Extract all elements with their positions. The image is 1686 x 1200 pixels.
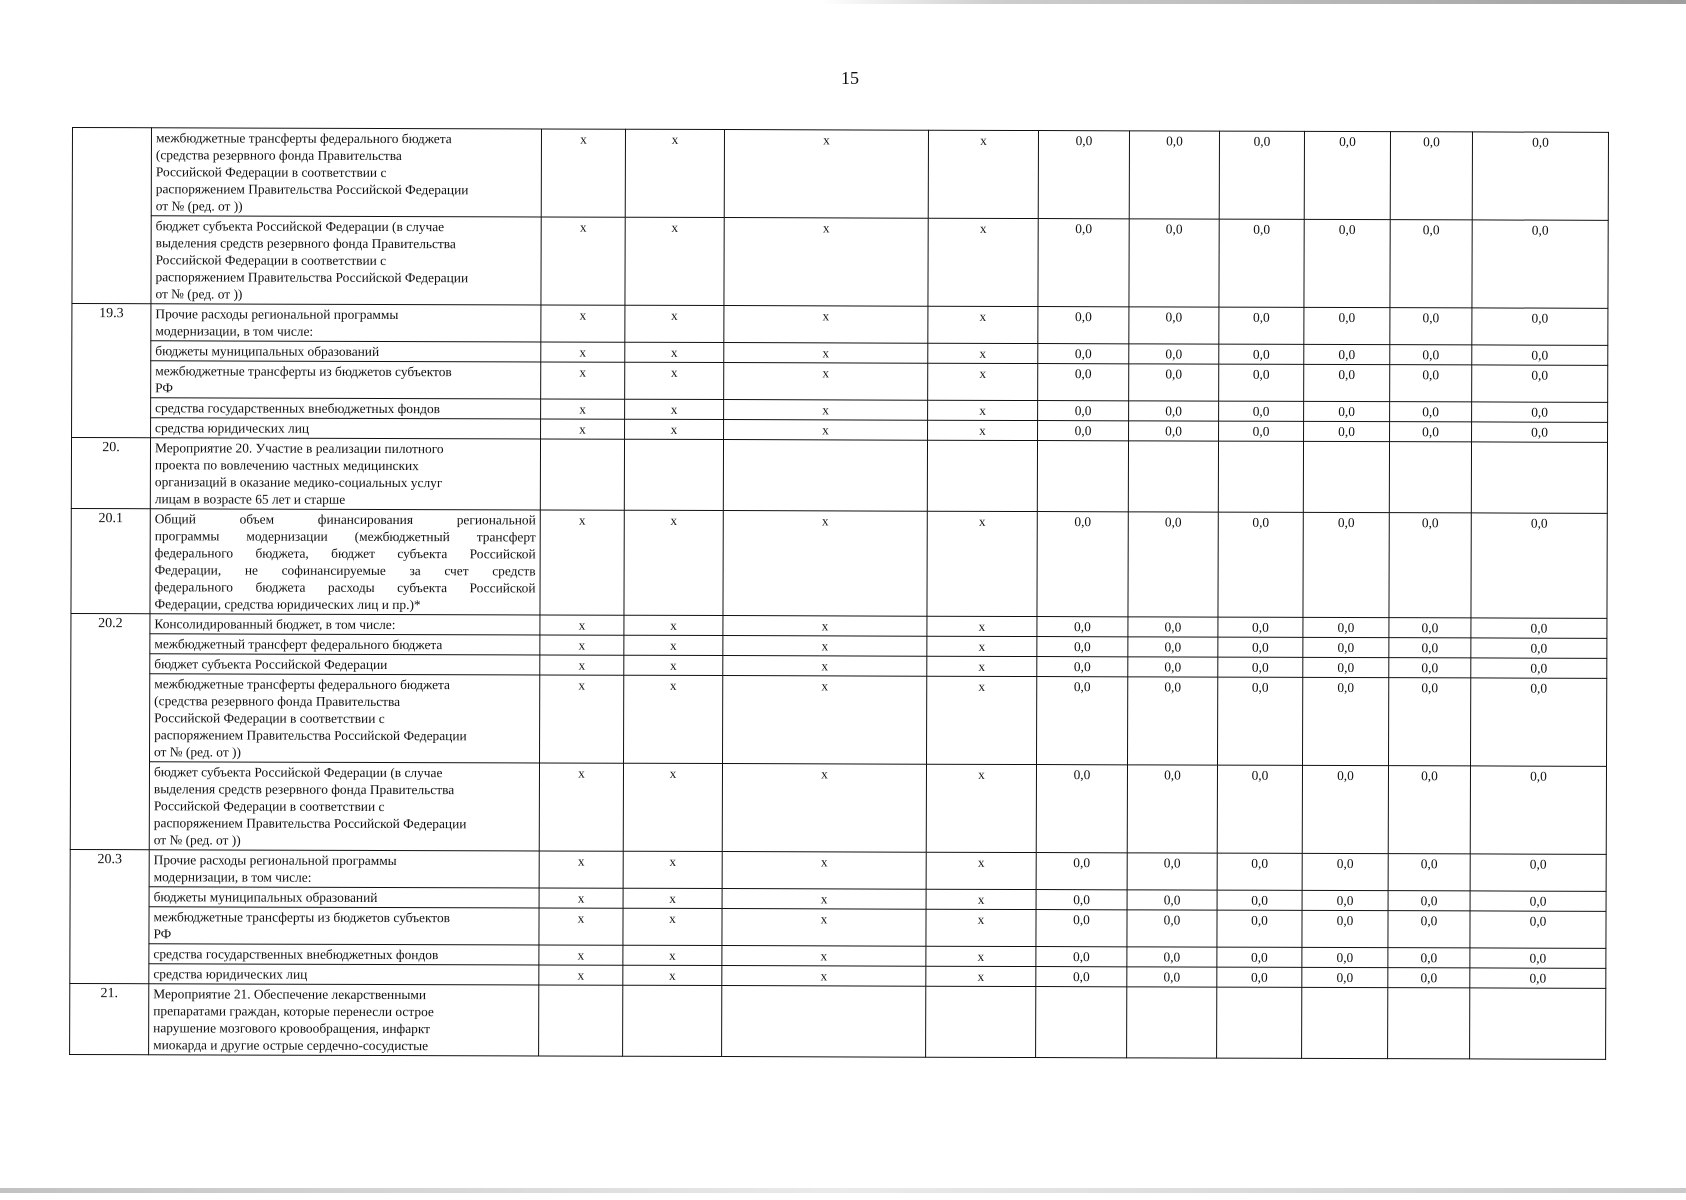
- cell-mark: x: [724, 306, 928, 344]
- item-number: 20.: [71, 438, 150, 509]
- cell-value: 0,0: [1304, 307, 1390, 344]
- item-description: [151, 341, 541, 362]
- cell-value: 0,0: [1129, 219, 1219, 307]
- cell-value: 0,0: [1388, 891, 1470, 911]
- cell-value: 0,0: [1219, 307, 1304, 344]
- cell-mark: x: [623, 965, 722, 985]
- description-line: Российской Федерации в соответствии с: [154, 710, 385, 726]
- cell-mark: x: [928, 218, 1038, 306]
- financing-table: [69, 127, 1609, 1060]
- cell-value: 0,0: [1128, 512, 1218, 617]
- cell-mark: x: [625, 129, 724, 217]
- description-line: Мероприятие 20. Участие в реализации пилотного: [154, 440, 444, 457]
- cell-value: 0,0: [1302, 967, 1388, 987]
- cell-value: 0,0: [1304, 401, 1390, 421]
- cell-value: 0,0: [1127, 910, 1217, 947]
- cell-mark: x: [623, 945, 722, 965]
- description-line: нарушение мозгового кровообращения, инфаркт: [153, 1020, 431, 1037]
- cell-mark: x: [927, 656, 1037, 676]
- cell-value: [1217, 987, 1302, 1058]
- cell-value: 0,0: [1038, 131, 1129, 219]
- description-line: Общий объем финансирования региональной: [154, 511, 536, 528]
- cell-value: 0,0: [1219, 401, 1304, 421]
- cell-mark: x: [540, 675, 624, 763]
- cell-value: 0,0: [1217, 947, 1302, 967]
- cell-value: 0,0: [1388, 948, 1470, 968]
- cell-value: 0,0: [1304, 421, 1390, 441]
- cell-value: 0,0: [1390, 365, 1472, 402]
- table-row: [71, 673, 1607, 766]
- description-line: бюджет субъекта Российской Федерации (в случае: [155, 218, 445, 235]
- item-description: [149, 887, 539, 908]
- cell-value: 0,0: [1472, 365, 1608, 402]
- description-line: (средства резервного фонда Правительства: [154, 693, 401, 710]
- cell-mark: x: [539, 763, 623, 851]
- description-line: от № (ред. от )): [154, 744, 241, 760]
- cell-value: 0,0: [1217, 910, 1302, 947]
- description-line: Федерации, не софинансируемые за счет средств: [154, 562, 536, 579]
- cell-mark: x: [623, 908, 722, 945]
- cell-mark: x: [539, 908, 623, 945]
- cell-mark: x: [723, 676, 927, 765]
- item-description: [149, 907, 539, 945]
- cell-value: 0,0: [1038, 219, 1129, 307]
- cell-mark: x: [724, 400, 928, 421]
- cell-mark: x: [723, 511, 927, 617]
- cell-mark: x: [624, 655, 723, 675]
- cell-mark: x: [722, 764, 926, 853]
- cell-value: 0,0: [1036, 890, 1127, 910]
- cell-value: 0,0: [1388, 854, 1470, 891]
- cell-value: 0,0: [1218, 677, 1303, 765]
- cell-value: 0,0: [1470, 766, 1606, 854]
- cell-value: 0,0: [1389, 678, 1471, 766]
- cell-mark: x: [927, 676, 1037, 764]
- cell-mark: x: [623, 888, 722, 908]
- cell-mark: x: [624, 675, 723, 763]
- item-description: [150, 614, 540, 635]
- cell-value: 0,0: [1471, 658, 1607, 678]
- description-line: средства юридических лиц: [153, 966, 308, 982]
- description-line: межбюджетный трансферт федерального бюджета: [154, 636, 443, 653]
- cell-mark: x: [722, 889, 926, 910]
- cell-value: 0,0: [1304, 364, 1390, 401]
- cell-mark: [623, 985, 722, 1056]
- cell-mark: x: [928, 130, 1038, 218]
- cell-mark: x: [928, 363, 1038, 400]
- item-description: [150, 634, 540, 655]
- cell-value: 0,0: [1037, 512, 1128, 617]
- cell-mark: x: [625, 217, 724, 305]
- cell-mark: x: [927, 616, 1037, 636]
- cell-value: 0,0: [1302, 853, 1388, 890]
- cell-value: 0,0: [1389, 658, 1471, 678]
- item-description: [151, 418, 541, 439]
- cell-mark: x: [722, 946, 926, 967]
- cell-value: 0,0: [1471, 513, 1607, 618]
- cell-value: [1303, 441, 1389, 512]
- item-number: 20.3: [70, 849, 149, 983]
- item-number: [72, 128, 152, 304]
- item-description: [151, 361, 541, 399]
- description-line: модернизации, в том числе:: [153, 869, 312, 885]
- cell-value: 0,0: [1038, 307, 1129, 344]
- cell-value: 0,0: [1390, 220, 1472, 308]
- item-description: [151, 398, 541, 419]
- description-line: модернизации, в том числе:: [155, 323, 314, 339]
- cell-mark: x: [625, 399, 724, 419]
- cell-mark: x: [926, 966, 1036, 986]
- cell-mark: [722, 986, 926, 1058]
- description-line: миокарда и другие острые сердечно-сосудистые: [153, 1037, 429, 1054]
- item-description: [151, 216, 541, 305]
- cell-mark: x: [926, 889, 1036, 909]
- cell-value: [1128, 441, 1218, 512]
- cell-mark: x: [539, 888, 623, 908]
- cell-value: 0,0: [1128, 637, 1218, 657]
- cell-value: 0,0: [1218, 657, 1303, 677]
- description-line: межбюджетные трансферты федерального бюджета: [155, 130, 452, 147]
- cell-mark: x: [541, 305, 625, 342]
- cell-mark: x: [624, 510, 723, 615]
- description-line: межбюджетные трансферты федерального бюджета: [154, 676, 451, 693]
- cell-value: 0,0: [1129, 364, 1219, 401]
- cell-mark: x: [625, 342, 724, 362]
- cell-value: 0,0: [1471, 618, 1607, 638]
- cell-mark: x: [926, 764, 1036, 852]
- description-line: средства государственных внебюджетных фондов: [155, 400, 441, 417]
- cell-value: [1302, 987, 1388, 1058]
- description-line: РФ: [153, 926, 172, 942]
- cell-mark: x: [539, 965, 623, 985]
- description-line: распоряжением Правительства Российской Федерации: [153, 815, 467, 832]
- description-line: Российской Федерации в соответствии с: [153, 798, 385, 814]
- description-line: межбюджетные трансферты из бюджетов субъектов: [153, 909, 451, 926]
- cell-value: 0,0: [1217, 853, 1302, 890]
- description-line: распоряжением Правительства Российской Федерации: [155, 181, 469, 198]
- cell-value: 0,0: [1217, 765, 1302, 853]
- cell-value: 0,0: [1129, 401, 1219, 421]
- cell-mark: x: [723, 636, 927, 657]
- description-line: распоряжением Правительства Российской Федерации: [154, 727, 467, 744]
- cell-value: 0,0: [1388, 766, 1470, 854]
- cell-value: 0,0: [1129, 307, 1219, 344]
- cell-value: 0,0: [1128, 657, 1218, 677]
- description-line: бюджет субъекта Российской Федерации (в случае: [153, 764, 443, 781]
- cell-value: [1471, 442, 1607, 513]
- cell-mark: x: [624, 635, 723, 655]
- cell-value: 0,0: [1470, 911, 1606, 948]
- cell-value: [1389, 442, 1471, 513]
- item-description: [149, 944, 539, 965]
- cell-value: 0,0: [1129, 421, 1219, 441]
- cell-value: 0,0: [1127, 853, 1217, 890]
- description-line: бюджет субъекта Российской Федерации: [154, 656, 388, 672]
- cell-value: [1388, 988, 1470, 1059]
- cell-value: 0,0: [1038, 344, 1129, 364]
- description-line: Российской Федерации в соответствии с: [155, 252, 387, 268]
- cell-mark: x: [723, 656, 927, 677]
- cell-mark: x: [926, 909, 1036, 946]
- cell-mark: [723, 440, 927, 512]
- cell-value: 0,0: [1390, 132, 1472, 220]
- cell-value: 0,0: [1036, 947, 1127, 967]
- cell-value: 0,0: [1388, 968, 1470, 988]
- cell-value: 0,0: [1472, 422, 1608, 442]
- cell-value: 0,0: [1470, 854, 1606, 891]
- cell-value: 0,0: [1389, 513, 1471, 618]
- cell-value: 0,0: [1303, 677, 1389, 765]
- cell-mark: [540, 439, 624, 510]
- cell-mark: x: [541, 217, 625, 305]
- cell-value: 0,0: [1390, 402, 1472, 422]
- item-description: [149, 984, 539, 1056]
- cell-value: 0,0: [1038, 401, 1129, 421]
- cell-value: 0,0: [1303, 657, 1389, 677]
- table-row: [70, 849, 1606, 891]
- cell-value: 0,0: [1302, 910, 1388, 947]
- cell-mark: x: [927, 636, 1037, 656]
- description-line: распоряжением Правительства Российской Федерации: [155, 269, 469, 286]
- cell-mark: x: [928, 343, 1038, 363]
- table-row: [71, 508, 1607, 618]
- cell-mark: x: [722, 852, 926, 890]
- cell-value: 0,0: [1037, 657, 1128, 677]
- cell-mark: [926, 986, 1036, 1057]
- cell-mark: [624, 439, 723, 510]
- table-row: [70, 983, 1606, 1059]
- cell-mark: x: [926, 852, 1036, 889]
- cell-value: 0,0: [1389, 638, 1471, 658]
- description-line: программы модернизации (межбюджетный трансферт: [154, 528, 536, 545]
- cell-value: 0,0: [1304, 219, 1390, 307]
- cell-value: 0,0: [1218, 617, 1303, 637]
- cell-mark: x: [540, 635, 624, 655]
- item-description: [150, 674, 540, 763]
- cell-value: 0,0: [1036, 910, 1127, 947]
- cell-value: 0,0: [1219, 344, 1304, 364]
- cell-value: 0,0: [1471, 638, 1607, 658]
- cell-mark: x: [724, 420, 928, 441]
- description-line: выделения средств резервного фонда Правительства: [155, 235, 456, 252]
- description-line: Прочие расходы региональной программы: [155, 306, 399, 323]
- cell-mark: x: [928, 420, 1038, 440]
- item-description: [150, 654, 540, 675]
- cell-mark: x: [724, 218, 928, 307]
- cell-value: 0,0: [1303, 637, 1389, 657]
- cell-value: 0,0: [1128, 677, 1218, 765]
- cell-value: 0,0: [1129, 131, 1219, 219]
- cell-mark: x: [724, 130, 928, 219]
- cell-mark: x: [723, 616, 927, 637]
- cell-mark: x: [539, 945, 623, 965]
- cell-value: 0,0: [1470, 678, 1606, 766]
- cell-value: 0,0: [1388, 911, 1470, 948]
- cell-value: 0,0: [1470, 948, 1606, 968]
- cell-mark: x: [625, 362, 724, 399]
- description-line: Прочие расходы региональной программы: [153, 852, 397, 869]
- cell-value: 0,0: [1037, 617, 1128, 637]
- cell-value: 0,0: [1036, 967, 1127, 987]
- cell-value: 0,0: [1302, 765, 1388, 853]
- cell-value: 0,0: [1127, 967, 1217, 987]
- description-line: РФ: [155, 380, 174, 396]
- table-body: [70, 128, 1609, 1060]
- cell-value: 0,0: [1036, 765, 1127, 853]
- cell-value: 0,0: [1389, 618, 1471, 638]
- cell-value: 0,0: [1302, 947, 1388, 967]
- cell-value: 0,0: [1390, 308, 1472, 345]
- table-row: [70, 906, 1606, 948]
- cell-mark: x: [722, 966, 926, 987]
- cell-mark: x: [928, 306, 1038, 343]
- table-row: [72, 128, 1608, 221]
- description-line: от № (ред. от )): [153, 832, 241, 848]
- cell-value: 0,0: [1038, 421, 1129, 441]
- cell-value: [1470, 988, 1606, 1059]
- cell-mark: [539, 985, 623, 1056]
- cell-value: 0,0: [1472, 308, 1608, 345]
- description-line: Федерации, средства юридических лиц и пр.)*: [154, 596, 421, 613]
- cell-value: 0,0: [1470, 891, 1606, 911]
- cell-value: [1037, 441, 1128, 512]
- cell-value: 0,0: [1218, 637, 1303, 657]
- item-description: [150, 438, 540, 510]
- item-description: [151, 304, 541, 342]
- cell-value: [1036, 987, 1127, 1058]
- item-number: 19.3: [72, 304, 151, 438]
- cell-value: 0,0: [1127, 890, 1217, 910]
- table-row: [72, 216, 1608, 309]
- table-row: [71, 438, 1607, 514]
- cell-value: 0,0: [1217, 967, 1302, 987]
- cell-value: 0,0: [1390, 345, 1472, 365]
- cell-value: 0,0: [1472, 345, 1608, 365]
- cell-value: 0,0: [1129, 344, 1219, 364]
- description-line: от № (ред. от )): [155, 198, 243, 214]
- cell-mark: x: [722, 909, 926, 947]
- table-row: [70, 761, 1606, 854]
- cell-value: 0,0: [1470, 968, 1606, 988]
- cell-value: 0,0: [1303, 617, 1389, 637]
- cell-mark: x: [724, 363, 928, 401]
- cell-mark: x: [540, 655, 624, 675]
- cell-value: 0,0: [1219, 421, 1304, 441]
- description-line: (средства резервного фонда Правительства: [155, 147, 402, 164]
- cell-value: 0,0: [1217, 890, 1302, 910]
- description-line: лицам в возрасте 65 лет и старше: [154, 491, 346, 507]
- item-number: 21.: [70, 983, 149, 1054]
- cell-value: 0,0: [1303, 512, 1389, 617]
- cell-value: 0,0: [1472, 132, 1608, 220]
- cell-mark: x: [540, 615, 624, 635]
- description-line: межбюджетные трансферты из бюджетов субъектов: [155, 363, 452, 380]
- description-line: средства государственных внебюджетных фондов: [153, 946, 439, 963]
- item-number: 20.1: [71, 508, 150, 613]
- cell-mark: x: [926, 946, 1036, 966]
- cell-value: 0,0: [1302, 890, 1388, 910]
- description-line: бюджеты муниципальных образований: [153, 889, 378, 905]
- cell-mark: x: [541, 419, 625, 439]
- item-description: [151, 128, 541, 217]
- description-line: препаратами граждан, которые перенесли острое: [153, 1003, 434, 1020]
- description-line: проекта по вовлечению частных медицинских: [154, 457, 419, 474]
- description-line: организаций в оказание медико-социальных услуг: [154, 474, 443, 491]
- cell-mark: x: [541, 362, 625, 399]
- scan-edge-top: [820, 0, 1686, 4]
- description-line: бюджеты муниципальных образований: [155, 343, 380, 359]
- item-description: [149, 850, 539, 888]
- description-line: Российской Федерации в соответствии с: [155, 164, 387, 180]
- cell-mark: x: [927, 511, 1037, 616]
- cell-mark: x: [625, 305, 724, 342]
- description-line: федерального бюджета расходы субъекта Российской: [154, 579, 536, 596]
- description-line: выделения средств резервного фонда Правительства: [153, 781, 455, 798]
- cell-mark: x: [541, 342, 625, 362]
- description-line: от № (ред. от )): [155, 286, 243, 302]
- cell-value: 0,0: [1304, 131, 1390, 219]
- cell-mark: x: [541, 399, 625, 419]
- cell-value: 0,0: [1128, 617, 1218, 637]
- description-line: Мероприятие 21. Обеспечение лекарственными: [153, 986, 427, 1003]
- table-row: [72, 361, 1608, 403]
- cell-value: 0,0: [1219, 131, 1304, 219]
- cell-value: 0,0: [1304, 344, 1390, 364]
- cell-value: 0,0: [1219, 219, 1304, 307]
- description-line: средства юридических лиц: [155, 420, 310, 436]
- cell-mark: x: [623, 851, 722, 888]
- item-description: [149, 762, 539, 851]
- cell-mark: x: [724, 343, 928, 364]
- cell-value: [1218, 441, 1303, 512]
- cell-value: 0,0: [1218, 512, 1303, 617]
- page-number: 15: [841, 68, 859, 88]
- item-number: 20.2: [70, 613, 150, 849]
- cell-value: 0,0: [1472, 220, 1608, 308]
- cell-value: 0,0: [1037, 677, 1128, 765]
- scan-edge-bottom: [0, 1188, 1686, 1193]
- cell-value: 0,0: [1037, 637, 1128, 657]
- cell-value: 0,0: [1038, 364, 1129, 401]
- description-line: федерального бюджета, бюджет субъекта Российской: [154, 545, 536, 562]
- item-description: [149, 964, 539, 985]
- cell-mark: x: [623, 763, 722, 851]
- cell-value: [1127, 987, 1217, 1058]
- cell-mark: [927, 440, 1037, 511]
- item-description: [150, 509, 540, 615]
- description-line: Консолидированный бюджет, в том числе:: [154, 616, 396, 633]
- cell-mark: x: [625, 419, 724, 439]
- table-row: [72, 304, 1608, 346]
- cell-value: 0,0: [1036, 853, 1127, 890]
- cell-value: 0,0: [1390, 422, 1472, 442]
- cell-mark: x: [541, 129, 625, 217]
- cell-value: 0,0: [1472, 402, 1608, 422]
- cell-mark: x: [540, 510, 624, 615]
- cell-value: 0,0: [1127, 947, 1217, 967]
- cell-mark: x: [624, 615, 723, 635]
- cell-mark: x: [928, 400, 1038, 420]
- cell-value: 0,0: [1219, 364, 1304, 401]
- cell-value: 0,0: [1127, 765, 1217, 853]
- cell-mark: x: [539, 851, 623, 888]
